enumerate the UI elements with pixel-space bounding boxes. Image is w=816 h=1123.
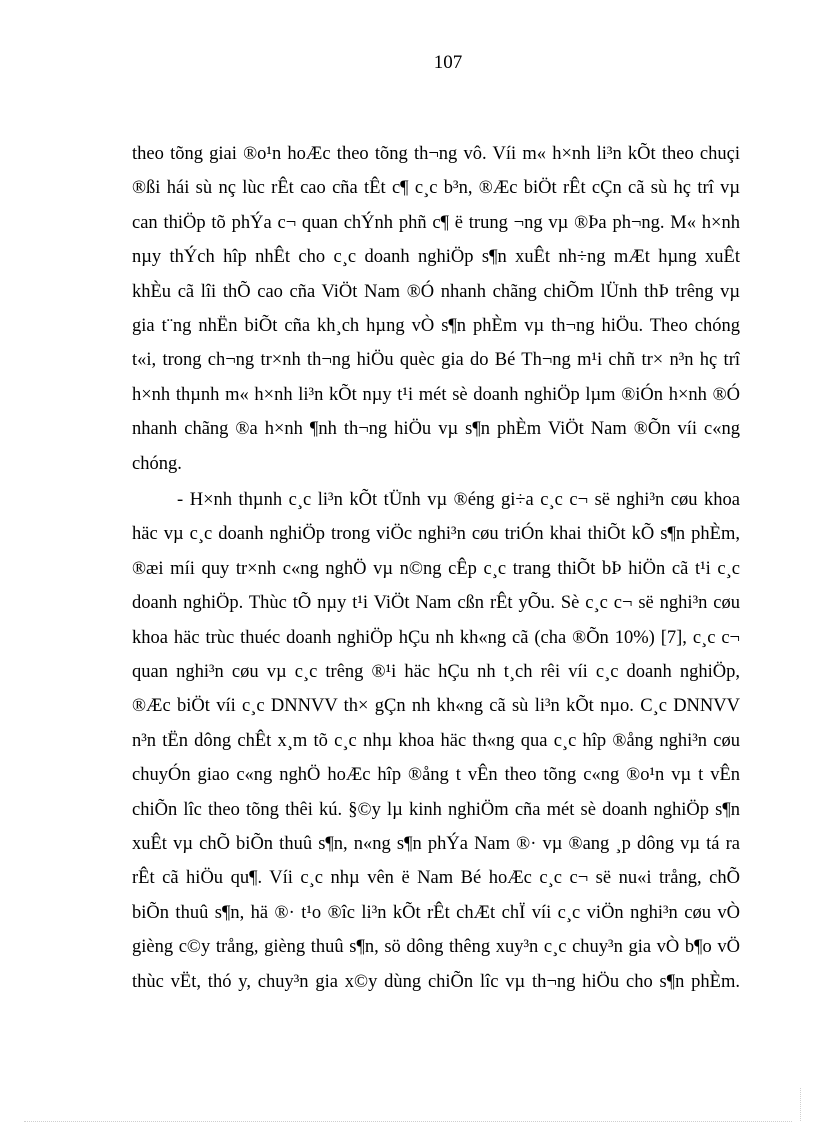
text-line: häc vµ c¸c doanh nghiÖp trong viÖc nghi³n cøu triÓn khai thiÕt kÕ s¶n phÈm, [132, 524, 740, 545]
text-line: t«i, trong ch¬ng tr×nh th¬ng hiÖu quèc gia do Bé Th¬ng m¹i chñ tr× n³n hç trî [132, 350, 740, 371]
text-line: n³n tËn dông chÊt x¸m tõ c¸c nhµ khoa häc th«ng qua c¸c hîp ®ång nghi³n cøu [132, 730, 740, 751]
text-line: chóng. [132, 453, 182, 474]
text-line: quan nghi³n cøu vµ c¸c trêng ®¹i häc hÇu nh t¸ch rêi víi c¸c doanh nghiÖp, [132, 662, 740, 683]
text-line: nhanh chãng ®a h×nh ¶nh th¬ng hiÖu vµ s¶n phÈm ViÖt Nam ®Õn víi c«ng [132, 419, 740, 440]
text-line: gièng c©y trång, gièng thuû s¶n, sö dông thêng xuy³n c¸c chuy³n gia vÒ b¶o vÖ [132, 937, 740, 958]
text-line: ®æi míi quy tr×nh c«ng nghÖ vµ n©ng cÊp c¸c trang thiÕt bÞ hiÖn cã t¹i c¸c [132, 558, 740, 579]
text-line: biÕn thuû s¶n, hä ®· t¹o ®îc li³n kÕt rÊt chÆt chÏ víi c¸c viÖn nghi³n cøu vÒ [132, 902, 740, 923]
text-line: thùc vËt, thó y, chuy³n gia x©y dùng chiÕn lîc vµ th¬ng hiÖu cho s¶n phÈm. [132, 971, 740, 992]
text-line: theo tõng giai ®o¹n hoÆc theo tõng th¬ng vô. Víi m« h×nh li³n kÕt theo chuçi [132, 144, 740, 164]
text-line: gia t¨ng nhËn biÕt cña kh¸ch hµng vÒ s¶n phÈm vµ th¬ng hiÖu. Theo chóng [132, 316, 740, 337]
text-line: ®Æc biÖt víi c¸c DNNVV th× gÇn nh kh«ng cã sù li³n kÕt nµo. C¸c DNNVV [132, 696, 740, 717]
text-line: can thiÖp tõ phÝa c¬ quan chÝnh phñ c¶ ë trung ¬ng vµ ®Þa ph¬ng. M« h×nh [132, 212, 740, 233]
text-line: ®ßi hái sù nç lùc rÊt cao cña tÊt c¶ c¸c b³n, ®Æc biÖt rÊt cÇn cã sù hç trî vµ [132, 178, 740, 199]
text-line: khoa häc trùc thuéc doanh nghiÖp hÇu nh kh«ng cã (cha ®Õn 10%) [7], c¸c c¬ [132, 627, 740, 648]
text-line: doanh nghiÖp. Thùc tÕ nµy t¹i ViÖt Nam cßn rÊt yÕu. Sè c¸c c¬ së nghi³n cøu [132, 593, 740, 614]
text-line: khÈu cã lîi thÕ cao cña ViÖt Nam ®Ó nhanh chãng chiÕm lÜnh thÞ trêng vµ [132, 281, 740, 302]
paragraph-research-linkage [132, 483, 740, 999]
page-number: 107 [433, 52, 463, 73]
page-right-border [800, 1088, 801, 1121]
paragraph-supply-chain-linkage [132, 137, 740, 481]
text-line: h×nh thµnh m« h×nh li³n kÕt nµy t¹i mét sè doanh nghiÖp lµm ®iÓn h×nh ®Ó [132, 384, 740, 405]
text-line: rÊt cã hiÖu qu¶. Víi c¸c nhµ vên ë Nam Bé hoÆc c¸c c¬ së nu«i trång, chÕ [132, 868, 740, 889]
text-line: - H×nh thµnh c¸c li³n kÕt tÜnh vµ ®éng gi÷a c¸c c¬ së nghi³n cøu khoa [177, 490, 740, 510]
text-line: nµy thÝch hîp nhÊt cho c¸c doanh nghiÖp s¶n xuÊt nh÷ng mÆt hµng xuÊt [132, 247, 740, 268]
text-line: chuyÓn giao c«ng nghÖ hoÆc hîp ®ång t vÊn theo tõng c«ng ®o¹n vµ t vÊn [132, 765, 740, 786]
page-bottom-border [24, 1121, 792, 1122]
text-line: chiÕn lîc theo tõng thêi kú. §©y lµ kinh nghiÖm cña mét sè doanh nghiÖp s¶n [132, 799, 740, 820]
text-line: xuÊt vµ chÕ biÕn thuû s¶n, n«ng s¶n phÝa Nam ®· vµ ®ang ¸p dông vµ tá ra [132, 834, 740, 855]
